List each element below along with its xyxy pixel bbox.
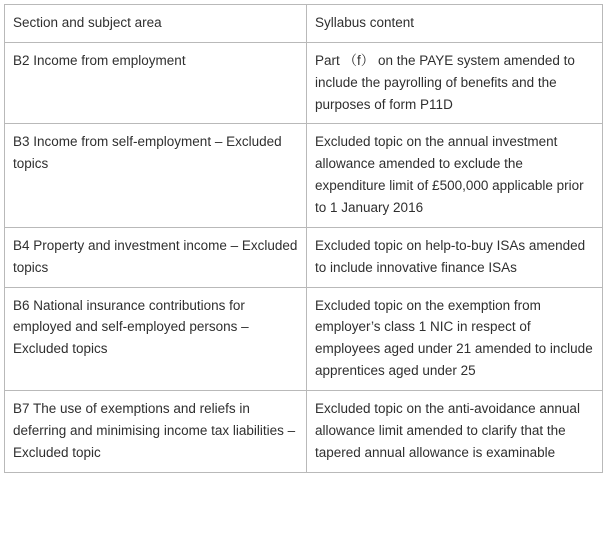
cell-content — [307, 124, 603, 227]
table-row — [5, 124, 603, 227]
column-header-content — [307, 5, 603, 43]
cell-section — [5, 287, 307, 390]
cell-content-text: Excluded topic on the anti-avoidance annual allowance limit amended to clarify that the tapered annual allowance is examinable — [315, 401, 580, 460]
cell-section-text: B4 Property and investment income – Excluded topics — [13, 237, 298, 275]
cell-content — [307, 227, 603, 287]
cell-content — [307, 391, 603, 473]
table-row — [5, 391, 603, 473]
cell-section-text: B2 Income from employment — [13, 52, 186, 68]
cell-content-text: Part （f） on the PAYE system amended to include the payrolling of benefits and the purposes of form P11D — [315, 52, 575, 112]
cell-section — [5, 124, 307, 227]
cell-section-text: B3 Income from self-employment – Excluded topics — [13, 134, 282, 172]
table-row — [5, 227, 603, 287]
table-row — [5, 287, 603, 390]
table-row — [5, 42, 603, 124]
syllabus-table — [4, 4, 603, 473]
column-header-section-text: Section and subject area — [13, 15, 162, 30]
cell-content — [307, 287, 603, 390]
cell-section — [5, 227, 307, 287]
cell-content-text: Excluded topic on help-to-buy ISAs amended to include innovative finance ISAs — [315, 237, 586, 275]
column-header-section — [5, 5, 307, 43]
cell-section-text: B7 The use of exemptions and reliefs in deferring and minimising income tax liabilities – Excluded topic — [13, 401, 296, 460]
cell-section — [5, 391, 307, 473]
table-header-row — [5, 5, 603, 43]
cell-content-text: Excluded topic on the annual investment allowance amended to exclude the expenditure limit of £500,000 applicable prior to 1 January 2016 — [315, 134, 584, 216]
cell-content-text: Excluded topic on the exemption from employer’s class 1 NIC in respect of employees aged under 21 amended to include apprentices aged under 25 — [315, 297, 593, 379]
column-header-content-text: Syllabus content — [315, 15, 415, 30]
cell-section-text: B6 National insurance contributions for employed and self-employed persons – Excluded topics — [13, 297, 249, 357]
cell-content — [307, 42, 603, 124]
cell-section — [5, 42, 307, 124]
